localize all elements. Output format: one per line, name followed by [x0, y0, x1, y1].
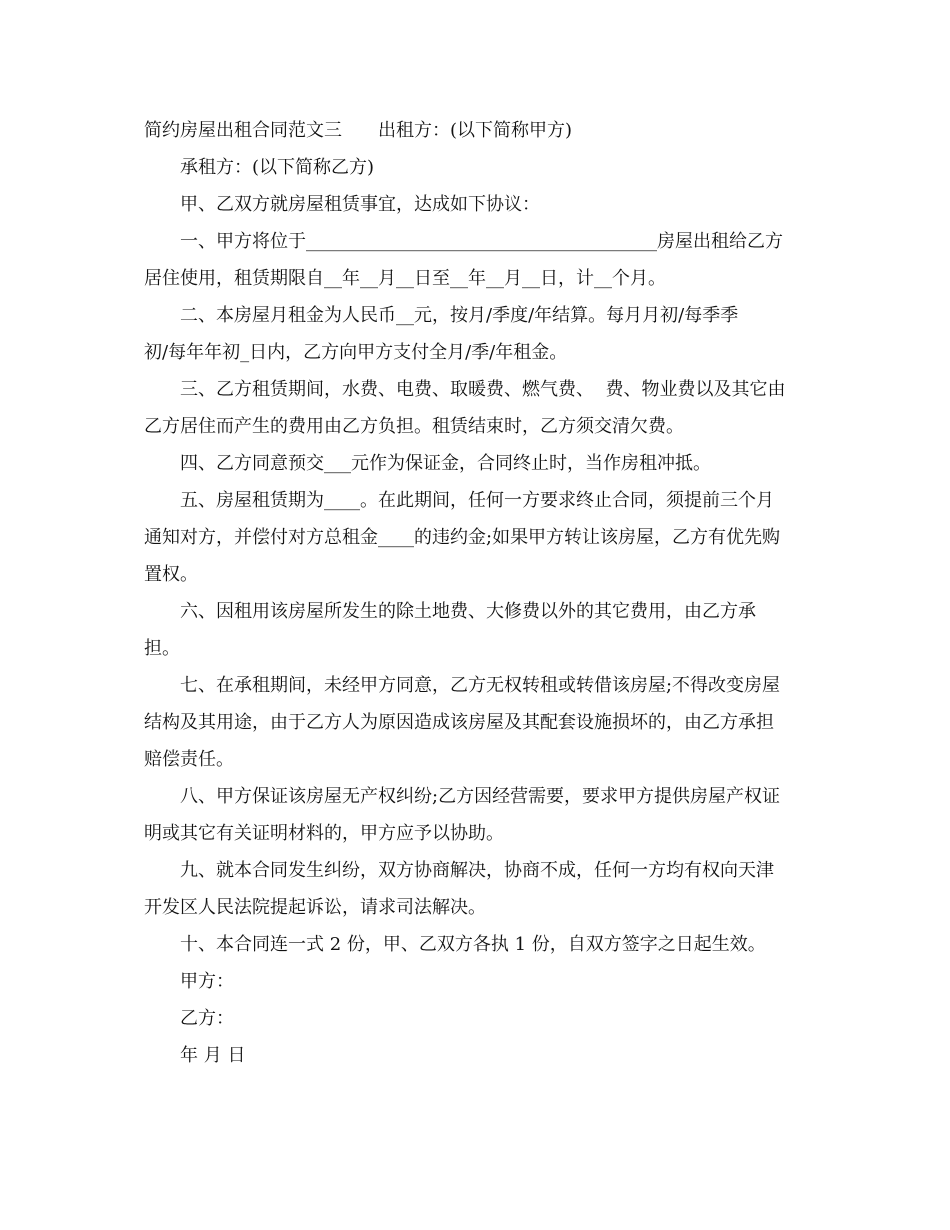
text-line: 十、本合同连一式 2 份，甲、乙双方各执 1 份，自双方签字之日起生效。	[180, 934, 766, 955]
text-line: 七、在承租期间，未经甲方同意，乙方无权转租或转借该房屋;不得改变房屋	[180, 675, 781, 696]
text-line: 承租方：(以下简称乙方)	[180, 157, 375, 178]
text-line: 五、房屋租赁期为____。在此期间，任何一方要求终止合同，须提前三个月	[180, 490, 774, 511]
date-line: 年 月 日	[180, 1045, 246, 1066]
text-line: 四、乙方同意预交___元作为保证金，合同终止时，当作房租冲抵。	[180, 453, 711, 474]
text-line: 乙方居住而产生的费用由乙方负担。租赁结束时，乙方须交清欠费。	[144, 416, 684, 437]
party-a-signature-line: 甲方：	[180, 971, 234, 992]
contract-body	[144, 112, 810, 1074]
text-line: 八、甲方保证该房屋无产权纠纷;乙方因经营需要，要求甲方提供房屋产权证	[180, 786, 781, 807]
text-line: 二、本房屋月租金为人民币__元，按月/季度/年结算。每月月初/每季季	[180, 305, 739, 326]
text-line: 一、甲方将位于_______________________________________房屋出租给乙方	[180, 231, 783, 252]
text-line: 开发区人民法院提起诉讼，请求司法解决。	[144, 897, 486, 918]
text-line: 担。	[144, 638, 180, 659]
text-line: 通知对方，并偿付对方总租金____的违约金;如果甲方转让该房屋，乙方有优先购	[144, 527, 781, 548]
text-line: 明或其它有关证明材料的，甲方应予以协助。	[144, 823, 504, 844]
text-line: 六、因租用该房屋所发生的除土地费、大修费以外的其它费用，由乙方承	[180, 601, 756, 622]
text-line: 结构及其用途，由于乙方人为原因造成该房屋及其配套设施损坏的，由乙方承担	[144, 712, 774, 733]
text-line: 甲、乙双方就房屋租赁事宜，达成如下协议：	[180, 194, 540, 215]
party-b-signature-line: 乙方：	[180, 1008, 234, 1029]
text-line: 三、乙方租赁期间，水费、电费、取暖费、燃气费、 费、物业费以及其它由	[180, 379, 786, 400]
text-line: 九、就本合同发生纠纷，双方协商解决，协商不成，任何一方均有权向天津	[180, 860, 774, 881]
text-line: 居住使用，租赁期限自__年__月__日至__年__月__日，计__个月。	[144, 268, 666, 289]
contract-title-line: 简约房屋出租合同范文三 出租方：(以下简称甲方)	[144, 120, 573, 141]
text-line: 初/每年年初_日内，乙方向甲方支付全月/季/年租金。	[144, 342, 568, 363]
text-line: 赔偿责任。	[144, 749, 234, 770]
text-line: 置权。	[144, 564, 198, 585]
